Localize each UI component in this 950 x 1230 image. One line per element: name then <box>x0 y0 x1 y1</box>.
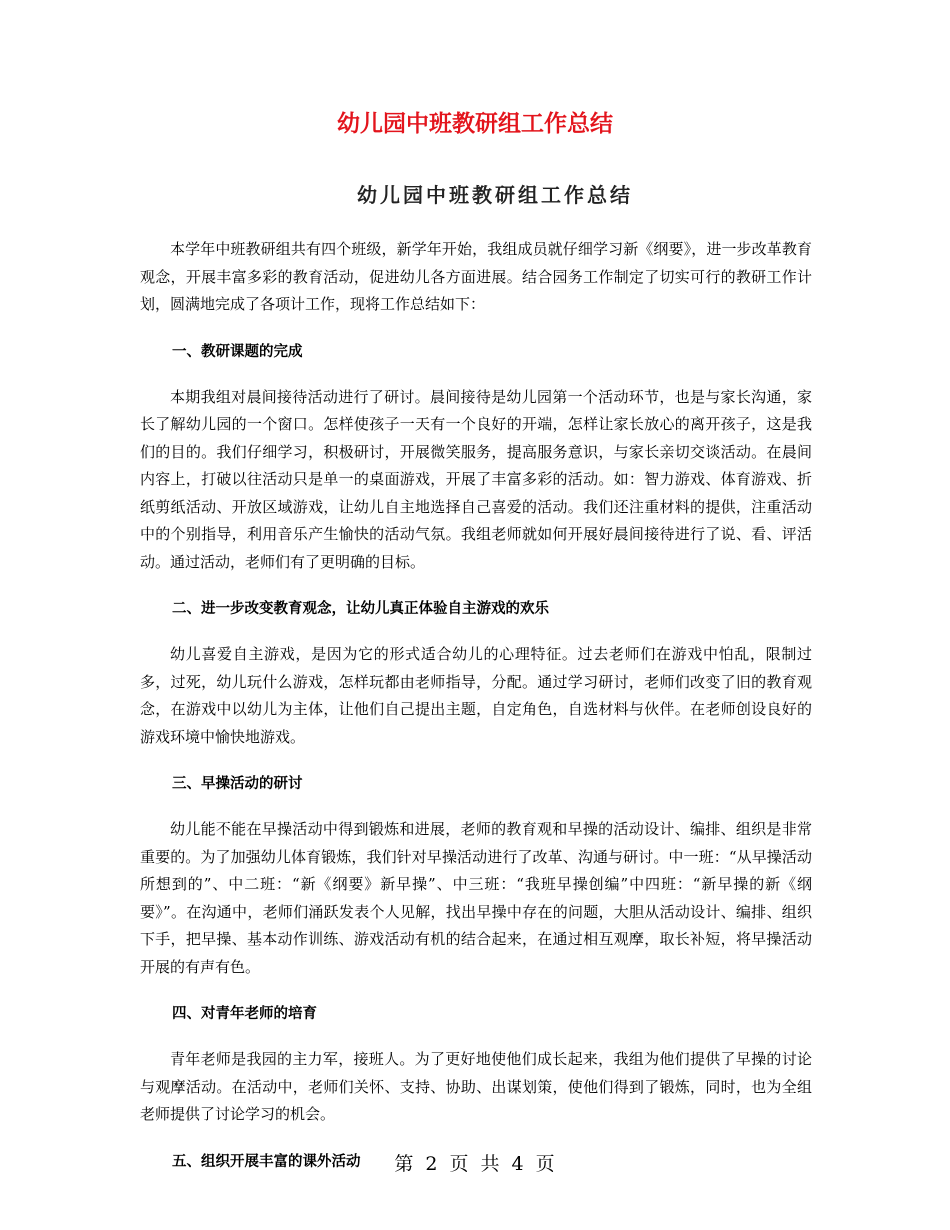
document-body <box>140 236 812 1176</box>
section-body-3: 幼儿能不能在早操活动中得到锻炼和进展，老师的教育观和早操的活动设计、编排、组织是非常重要的。为了加强幼儿体育锻炼，我们针对早操活动进行了改革、沟通与研讨。中一班：“从早操活动所想到的”、中二班：“新《纲要》新早操”、中三班：“我班早操创编”中四班：“新早操的新《纲要》”。在沟通中，老师们涌跃发表个人见解，找出早操中存在的问题，大胆从活动设计、编排、组织下手，把早操、基本动作训练、游戏活动有机的结合起来，在通过相互观摩，取长补短，将早操活动开展的有声有色。 <box>140 820 812 976</box>
section-body-4: 青年老师是我园的主力军，接班人。为了更好地使他们成长起来，我组为他们提供了早操的讨论与观摩活动。在活动中，老师们关怀、支持、协助、出谋划策，使他们得到了锻炼，同时，也为全组老师提供了讨论学习的机会。 <box>140 1050 812 1123</box>
section-body-1: 本期我组对晨间接待活动进行了研讨。晨间接待是幼儿园第一个活动环节，也是与家长沟通，家长了解幼儿园的一个窗口。怎样使孩子一天有一个良好的开端，怎样让家长放心的离开孩子，这是我们的目的。我们仔细学习，积极研讨，开展微笑服务，提高服务意识，与家长亲切交谈活动。在晨间内容上，打破以往活动只是单一的桌面游戏，开展了丰富多彩的活动。如：智力游戏、体育游戏、折纸剪纸活动、开放区域游戏，让幼儿自主地选择自己喜爱的活动。我们还注重材料的提供，注重活动中的个别指导，利用音乐产生愉快的活动气氛。我组老师就如何开展好晨间接待进行了说、看、评活动。通过活动，老师们有了更明确的目标。 <box>140 387 812 571</box>
section-heading-5: 五、组织开展丰富的课外活动 <box>172 1153 361 1170</box>
section-heading-4: 四、对青年老师的培育 <box>172 1006 317 1022</box>
document-subtitle: 幼儿园中班教研组工作总结 <box>357 183 633 207</box>
page-number-footer: 第 2 页 共 4 页 <box>394 1153 556 1175</box>
section-body-2: 幼儿喜爱自主游戏，是因为它的形式适合幼儿的心理特征。过去老师们在游戏中怕乱，限制过多，过死，幼儿玩什么游戏，怎样玩都由老师指导，分配。通过学习研讨，老师们改变了旧的教育观念，在游戏中以幼儿为主体，让他们自己提出主题，自定角色，自选材料与伙伴。在老师创设良好的游戏环境中愉快地游戏。 <box>140 645 812 746</box>
section-heading-1: 一、教研课题的完成 <box>172 343 303 360</box>
section-heading-3: 三、早操活动的研讨 <box>172 776 303 792</box>
document-title: 幼儿园中班教研组工作总结 <box>337 111 613 137</box>
intro-paragraph: 本学年中班教研组共有四个班级，新学年开始，我组成员就仔细学习新《纲要》，进一步改革教育观念，开展丰富多彩的教育活动，促进幼儿各方面进展。结合园务工作制定了切实可行的教研工作计划，圆满地完成了各项计工作，现将工作总结如下： <box>140 240 812 313</box>
section-heading-2: 二、进一步改变教育观念，让幼儿真正体验自主游戏的欢乐 <box>172 601 549 617</box>
